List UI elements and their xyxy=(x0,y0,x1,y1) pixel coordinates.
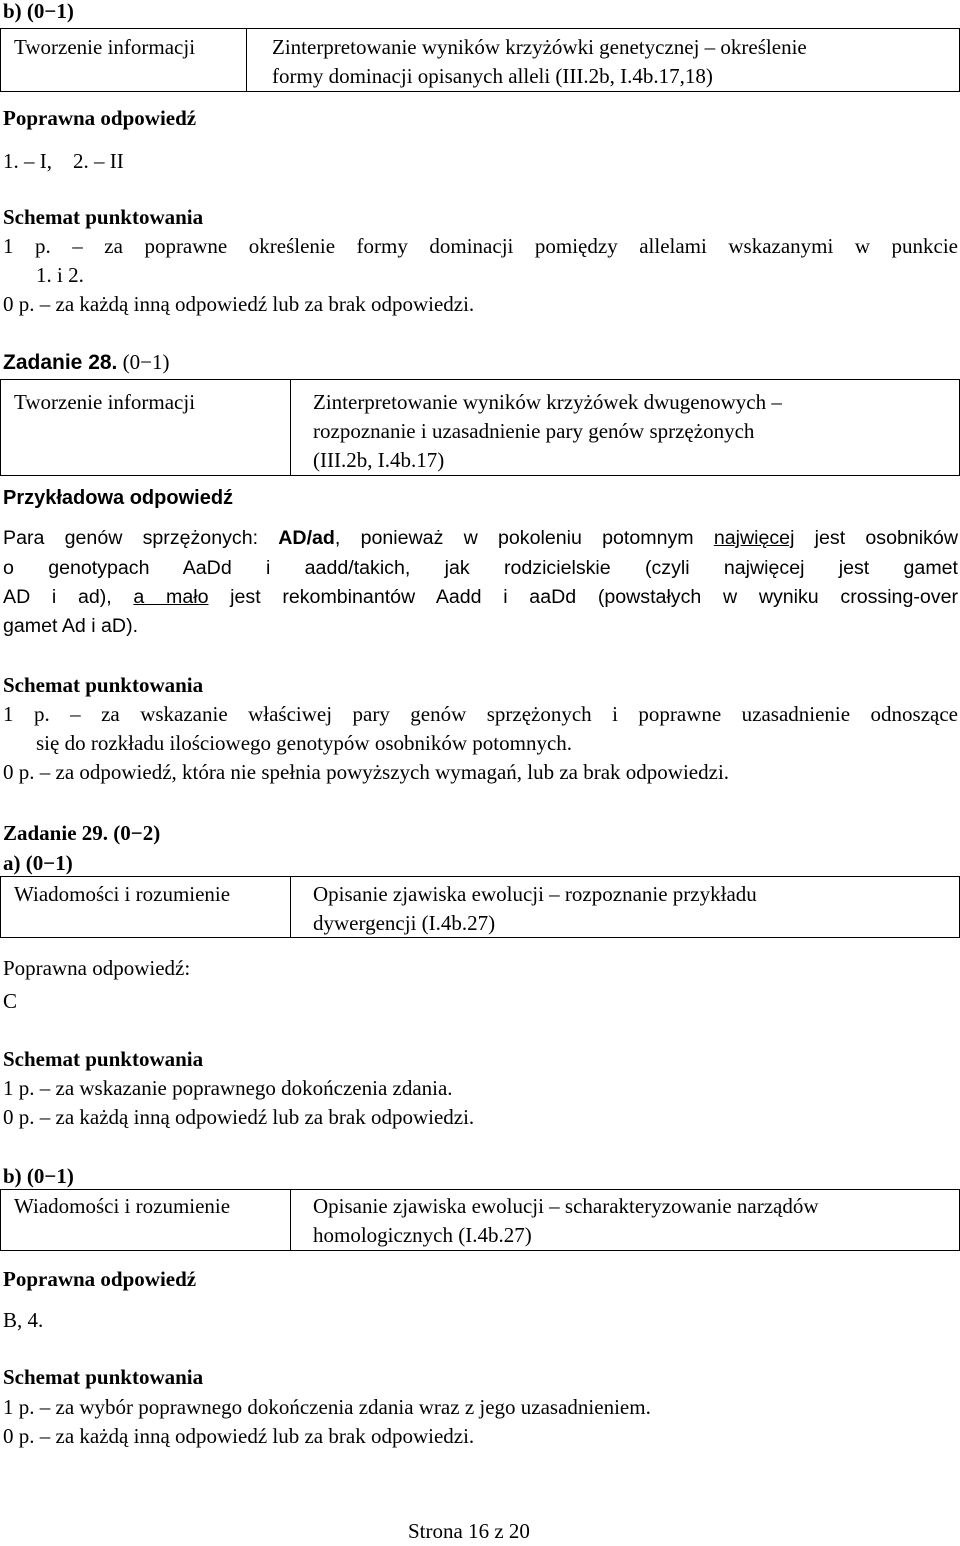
scoring-0p: 0 p. – za odpowiedź, która nie spełnia powyższych wymagań, lub za brak odpowiedzi. xyxy=(3,760,730,784)
section-heading: b) (0−1) xyxy=(3,1164,74,1188)
task-title xyxy=(3,348,169,377)
scoring-0p: 0 p. – za każdą inną odpowiedź lub za brak odpowiedzi. xyxy=(3,1105,475,1129)
task-number: Zadanie 29. xyxy=(3,821,109,845)
scoring-1p: 1 p. – za wskazanie poprawnego dokończenia zdania. xyxy=(3,1076,453,1100)
emphasis: a mało xyxy=(133,586,209,608)
table-divider xyxy=(290,876,291,938)
table-cell-requirement-cont: formy dominacji opisanych alleli (III.2b, I.4b.17,18) xyxy=(272,64,713,88)
scoring-label: Schemat punktowania xyxy=(3,205,204,229)
answer-text: 1. – I, 2. – II xyxy=(3,149,124,173)
table-cell-requirement: Zinterpretowanie wyników krzyżówki genetycznej – określenie xyxy=(272,35,807,59)
table-cell-requirement-cont: (III.2b, I.4b.17) xyxy=(313,448,445,472)
table-cell-skill: Wiadomości i rozumienie xyxy=(14,882,231,906)
answer-label: Poprawna odpowiedź: xyxy=(3,956,191,980)
scoring-0p: 0 p. – za każdą inną odpowiedź lub za brak odpowiedzi. xyxy=(3,292,475,316)
linked-genes: AD/ad xyxy=(278,527,335,549)
scoring-1p: 1 p. – za poprawne określenie formy dominacji pomiędzy allelami wskazanymi w punkcie xyxy=(3,234,958,258)
section-heading: b) (0−1) xyxy=(3,0,74,23)
table-divider xyxy=(246,28,247,92)
table-divider xyxy=(290,1189,291,1251)
table-cell-skill: Tworzenie informacji xyxy=(14,390,196,414)
table-cell-requirement: Zinterpretowanie wyników krzyżówek dwugenowych – xyxy=(313,390,782,414)
scoring-label: Schemat punktowania xyxy=(3,1047,204,1071)
answer-paragraph-line xyxy=(3,583,958,612)
answer-text: jest osobników xyxy=(794,527,958,549)
table-divider xyxy=(290,379,291,476)
task-number: Zadanie 28. xyxy=(3,351,118,374)
scoring-1p: 1 p. – za wskazanie właściwej pary genów sprzężonych i poprawne uzasadnienie odnoszące xyxy=(3,702,958,726)
scoring-1p-cont: 1. i 2. xyxy=(36,263,84,287)
task-title xyxy=(3,819,160,848)
answer-text: Para genów sprzężonych: xyxy=(3,527,279,549)
table-cell-skill: Tworzenie informacji xyxy=(14,35,196,59)
table-cell-requirement-cont: homologicznych (I.4b.27) xyxy=(313,1223,532,1247)
task-points: (0−1) xyxy=(122,350,170,374)
answer-text: B, 4. xyxy=(3,1308,44,1332)
answer-paragraph-line xyxy=(3,524,958,553)
task-points: (0−2) xyxy=(113,821,161,845)
answer-paragraph-line: gamet Ad i aD). xyxy=(3,615,139,637)
table-cell-requirement-cont: dywergencji (I.4b.27) xyxy=(313,911,496,935)
scoring-1p-cont: się do rozkładu ilościowego genotypów osobników potomnych. xyxy=(36,731,573,755)
answer-label: Poprawna odpowiedź xyxy=(3,1267,197,1291)
answer-paragraph-line: o genotypach AaDd i aadd/takich, jak rodzicielskie (czyli najwięcej jest gamet xyxy=(3,557,958,579)
section-heading: a) (0−1) xyxy=(3,851,73,875)
table-cell-skill: Wiadomości i rozumienie xyxy=(14,1194,231,1218)
scoring-1p: 1 p. – za wybór poprawnego dokończenia zdania wraz z jego uzasadnieniem. xyxy=(3,1395,651,1419)
scoring-label: Schemat punktowania xyxy=(3,673,204,697)
answer-label: Poprawna odpowiedź xyxy=(3,106,197,130)
scoring-0p: 0 p. – za każdą inną odpowiedź lub za brak odpowiedzi. xyxy=(3,1424,475,1448)
answer-text: AD i ad), xyxy=(3,586,134,608)
table-cell-requirement: Opisanie zjawiska ewolucji – rozpoznanie przykładu xyxy=(313,882,757,906)
table-cell-requirement: Opisanie zjawiska ewolucji – scharakteryzowanie narządów xyxy=(313,1194,819,1218)
answer-text: C xyxy=(3,989,18,1013)
table-cell-requirement-cont: rozpoznanie i uzasadnienie pary genów sprzężonych xyxy=(313,419,755,443)
answer-text: jest rekombinantów Aadd i aaDd (powstałych w wyniku crossing-over xyxy=(208,586,958,608)
emphasis: najwięcej xyxy=(713,527,795,549)
example-answer-label: Przykładowa odpowiedź xyxy=(3,487,234,509)
answer-text: , ponieważ w pokoleniu potomnym xyxy=(334,527,714,549)
scoring-label: Schemat punktowania xyxy=(3,1365,204,1389)
page-number: Strona 16 z 20 xyxy=(408,1519,530,1543)
